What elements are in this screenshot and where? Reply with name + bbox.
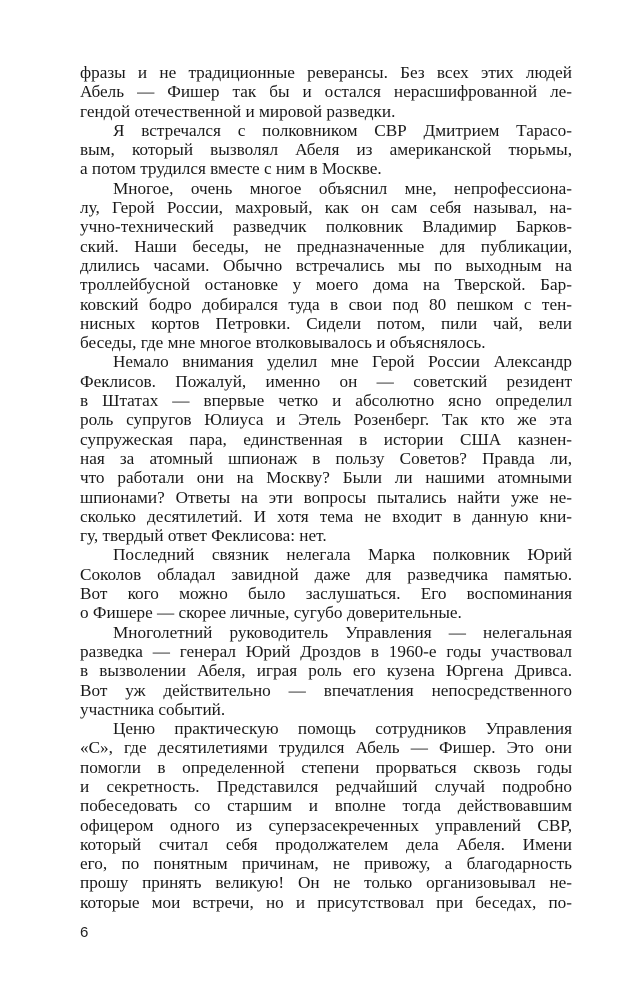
paragraph: [80, 719, 572, 912]
text-line: и секретность. Представился редчайший случай подробно: [80, 776, 572, 796]
text-line: Абель — Фишер так бы и остался нерасшифрованной ле-: [80, 82, 572, 102]
text-line: участника событий.: [80, 699, 226, 719]
text-line: в Штатах — впервые четко и абсолютно ясно определил: [80, 391, 572, 411]
text-line: учно-технический разведчик полковник Владимир Барков-: [80, 217, 572, 237]
text-line: разведка — генерал Юрий Дроздов в 1960-е годы участвовал: [80, 641, 572, 661]
text-line: гендой отечественной и мировой разведки.: [80, 101, 396, 121]
text-line: ский. Наши беседы, не предназначенные для публикации,: [80, 236, 572, 256]
text-line: вым, который вызволял Абеля из американской тюрьмы,: [80, 140, 572, 160]
text-line: Соколов обладал завидной даже для разведчика памятью.: [80, 564, 572, 584]
paragraph: [80, 623, 572, 719]
text-line: ковский бодро добирался туда в свои под 80 пешком с тен-: [80, 294, 572, 314]
text-line: Вот кого можно было заслушаться. Его воспоминания: [80, 584, 572, 604]
text-line: помогли в определенной степени прорваться сквозь годы: [80, 757, 572, 777]
text-line: в вызволении Абеля, играя роль его кузена Юргена Дривса.: [80, 661, 572, 681]
text-line: гу, твердый ответ Феклисова: нет.: [80, 526, 327, 546]
text-line: длились часами. Обычно встречались мы по выходным на: [80, 255, 572, 275]
text-line: Многое, очень многое объяснил мне, непрофессиона-: [113, 178, 572, 198]
text-line: что работали они на Москву? Были ли нашими атомными: [80, 468, 572, 488]
text-line: сколько десятилетий. И хотя тема не входит в данную кни-: [80, 506, 572, 526]
text-line: офицером одного из суперзасекреченных управлений СВР,: [80, 815, 572, 835]
text-line: а потом трудился вместе с ним в Москве.: [80, 159, 382, 179]
text-line: роль супругов Юлиуса и Этель Розенберг. Так кто же эта: [80, 410, 572, 430]
text-line: ная за атомный шпионаж в пользу Советов? Правда ли,: [80, 448, 572, 468]
page-body-text: [80, 63, 572, 912]
page-number: 6: [80, 924, 89, 941]
text-line: который считал себя продолжателем дела Абеля. Имени: [80, 834, 572, 854]
text-line: Ценю практическую помощь сотрудников Управления: [113, 719, 572, 739]
text-line: Немало внимания уделил мне Герой России Александр: [113, 352, 572, 372]
text-line: супружеская пара, единственная в истории США казнен-: [80, 429, 572, 449]
text-line: Последний связник нелегала Марка полковник Юрий: [113, 545, 572, 565]
text-line: фразы и не традиционные реверансы. Без всех этих людей: [80, 63, 572, 82]
text-line: нисных кортов Петровки. Сидели потом, пили чай, вели: [80, 313, 572, 333]
text-line: прошу принять великую! Он не только организовывал не-: [80, 873, 572, 893]
text-line: Вот уж действительно — впечатления непосредственного: [80, 680, 572, 700]
paragraph: [80, 545, 572, 622]
text-line: побеседовать со старшим и вполне тогда действовавшим: [80, 796, 572, 816]
text-line: шпионами? Ответы на эти вопросы пытались найти уже не-: [80, 487, 572, 507]
paragraph: [80, 179, 572, 353]
text-line: троллейбусной остановке у моего дома на Тверской. Бар-: [80, 275, 572, 295]
text-line: о Фишере — скорее личные, сугубо доверительные.: [80, 603, 462, 623]
paragraph: [80, 121, 572, 179]
text-line: Многолетний руководитель Управления — нелегальная: [113, 622, 572, 642]
text-line: его, по понятным причинам, не привожу, а благодарность: [80, 854, 572, 874]
paragraph: [80, 63, 572, 121]
text-line: лу, Герой России, махровый, как он сам себя называл, на-: [80, 198, 572, 218]
text-line: Я встречался с полковником СВР Дмитрием Тарасо-: [113, 120, 572, 140]
paragraph: [80, 352, 572, 545]
text-line: «С», где десятилетиями трудился Абель — Фишер. Это они: [80, 738, 572, 758]
text-line: которые мои встречи, но и присутствовал при беседах, по-: [80, 892, 572, 912]
text-line: Феклисов. Пожалуй, именно он — советский резидент: [80, 371, 572, 391]
text-line: беседы, где мне многое втолковывалось и объяснялось.: [80, 333, 486, 353]
